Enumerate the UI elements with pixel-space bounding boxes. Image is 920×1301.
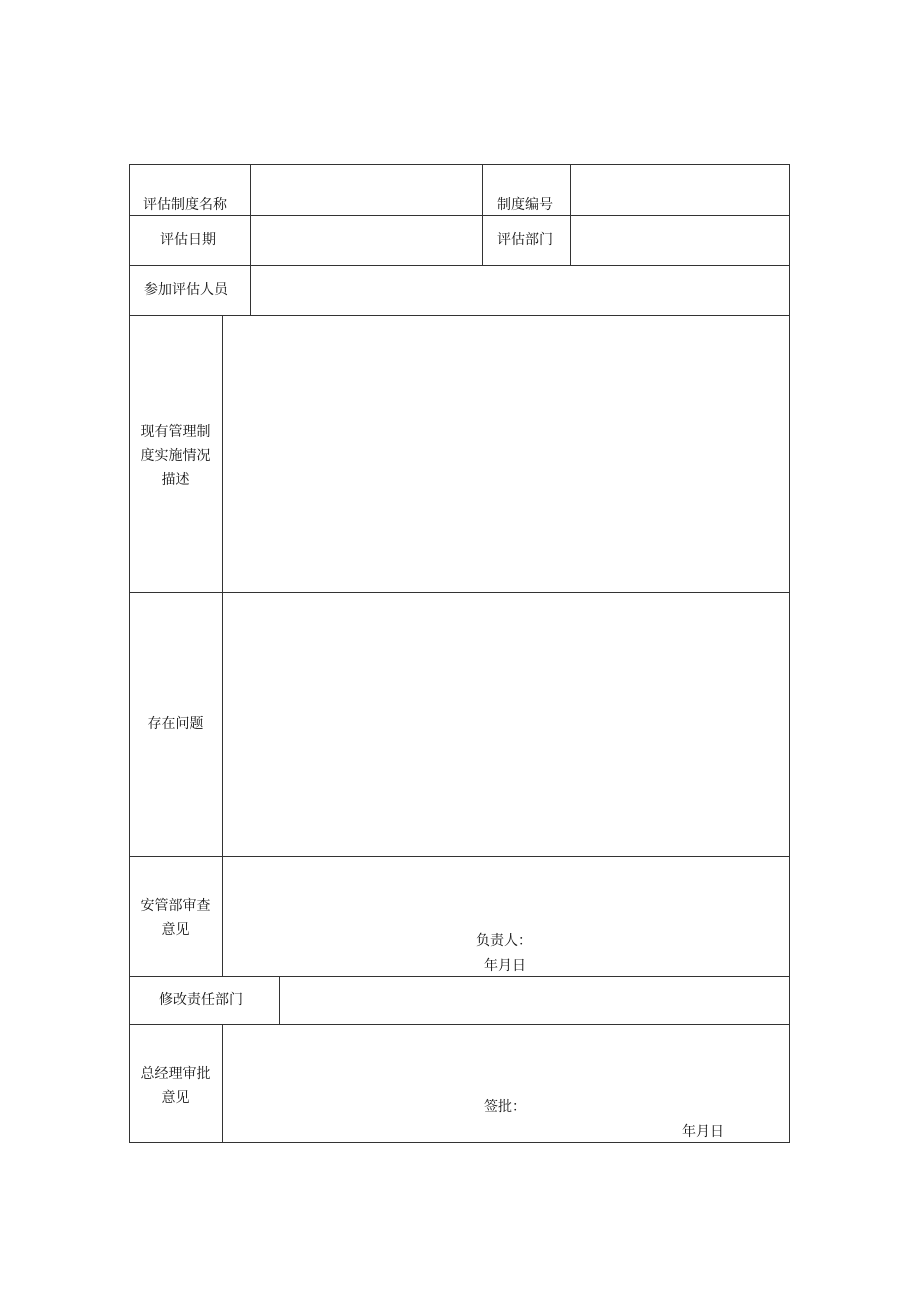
policy-number-label: 制度编号: [497, 197, 553, 213]
safety-review-label-line2: 意见: [161, 922, 190, 938]
current-desc-label-line2: 度实施情况: [140, 448, 211, 464]
current-desc-field[interactable]: [223, 316, 789, 592]
eval-dept-label: 评估部门: [497, 232, 553, 248]
issues-field[interactable]: [223, 593, 789, 856]
gm-date-label: 年月日: [682, 1124, 724, 1140]
policy-name-label: 评估制度名称: [143, 197, 227, 213]
eval-date-field[interactable]: [251, 216, 482, 265]
eval-date-label: 评估日期: [160, 232, 216, 248]
participants-field[interactable]: [251, 266, 789, 315]
rule: [789, 164, 790, 1143]
rule: [129, 164, 130, 1143]
safety-date-label: 年月日: [484, 958, 526, 974]
current-desc-label-line1: 现有管理制: [140, 424, 211, 440]
gm-approval-field[interactable]: [223, 1025, 789, 1095]
current-desc-label-line3: 描述: [161, 472, 190, 488]
gm-sign-label: 签批：: [484, 1099, 526, 1115]
policy-name-field[interactable]: [251, 165, 482, 215]
safety-signer-label: 负责人：: [476, 933, 532, 949]
safety-review-label: [129, 894, 222, 942]
revision-dept-field[interactable]: [280, 977, 789, 1024]
gm-approval-label-line1: 总经理审批: [140, 1066, 211, 1082]
rule: [482, 164, 483, 266]
gm-approval-label: [129, 1062, 222, 1110]
current-desc-label: [129, 420, 222, 492]
issues-label: 存在问题: [147, 716, 204, 732]
safety-review-field[interactable]: [223, 857, 789, 917]
eval-dept-field[interactable]: [571, 216, 789, 265]
gm-approval-label-line2: 意见: [161, 1090, 190, 1106]
policy-number-field[interactable]: [571, 165, 789, 215]
safety-review-label-line1: 安管部审查: [140, 898, 211, 914]
evaluation-form: [129, 164, 790, 1143]
participants-label: 参加评估人员: [144, 282, 228, 298]
revision-dept-label: 修改责任部门: [159, 992, 243, 1008]
